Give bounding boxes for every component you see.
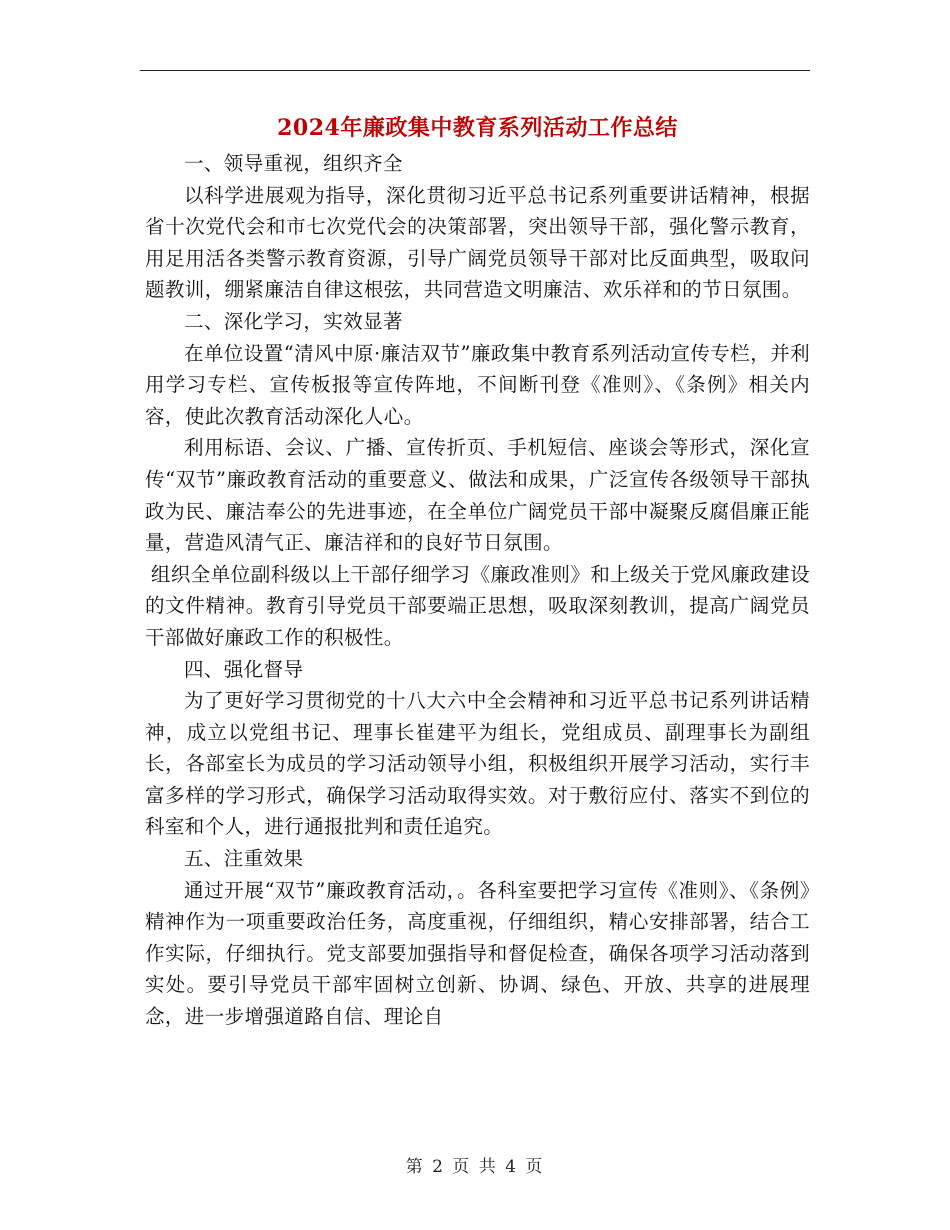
section-heading-4: 四、强化督导 [184,657,304,681]
section-heading-1: 一、领导重视，组织齐全 [184,152,403,175]
paragraph-4: 组织全单位副科级以上干部仔细学习《廉政准则》和上级关于党风廉政建设的文件精神。教育引导党员干部要端正思想，吸取深刻教训，提高广阔党员干部做好廉政工作的积极性。 [145,562,810,649]
section-heading-5: 五、注重效果 [184,847,304,871]
paragraph-5: 为了更好学习贯彻党的十八大六中全会精神和习近平总书记系列讲话精神，成立以党组书记、理事长崔建平为组长，党组成员、副理事长为副组长，各部室长为成员的学习活动领导小组，积极组织开展学习活动，实行丰富多样的学习形式，确保学习活动取得实效。对于敷衍应付、落实不到位的科室和个人，进行通报批判和责任追究。 [145,689,810,839]
section-heading-2: 二、深化学习，实效显著 [184,309,403,333]
header-divider [140,70,810,71]
document-title: 2024年廉政集中教育系列活动工作总结 [277,115,678,141]
paragraph-2: 在单位设置“清风中原·廉洁双节”廉政集中教育系列活动宣传专栏，并利用学习专栏、宣传板报等宣传阵地，不间断刊登《准则》、《条例》相关内容，使此次教育活动深化人心。 [145,341,810,428]
document-body [145,108,810,1033]
paragraph-1: 以科学进展观为指导，深化贯彻习近平总书记系列重要讲话精神，根据省十次党代会和市七次党代会的决策部署，突出领导干部，强化警示教育，用足用活各类警示教育资源，引导广阔党员领导干部对比反面典型，吸取问题教训，绷紧廉洁自律这根弦，共同营造文明廉洁、欢乐祥和的节日氛围。 [145,183,810,302]
page-number-footer: 第 2 页 共 4 页 [405,1157,545,1177]
paragraph-6: 通过开展“双节”廉政教育活动，。各科室要把学习宣传《准则》、《条例》精神作为一项重要政治任务，高度重视，仔细组织，精心安排部署，结合工作实际，仔细执行。党支部要加强指导和督促检查，确保各项学习活动落到实处。要引导党员干部牢固树立创新、协调、绿色、开放、共享的进展理念，进一步增强道路自信、理论自 [145,878,810,1029]
paragraph-3: 利用标语、会议、广播、宣传折页、手机短信、座谈会等形式，深化宣传“双节”廉政教育活动的重要意义、做法和成果，广泛宣传各级领导干部执政为民、廉洁奉公的先进事迹，在全单位广阔党员干部中凝聚反腐倡廉正能量，营造风清气正、廉洁祥和的良好节日氛围。 [145,436,810,555]
